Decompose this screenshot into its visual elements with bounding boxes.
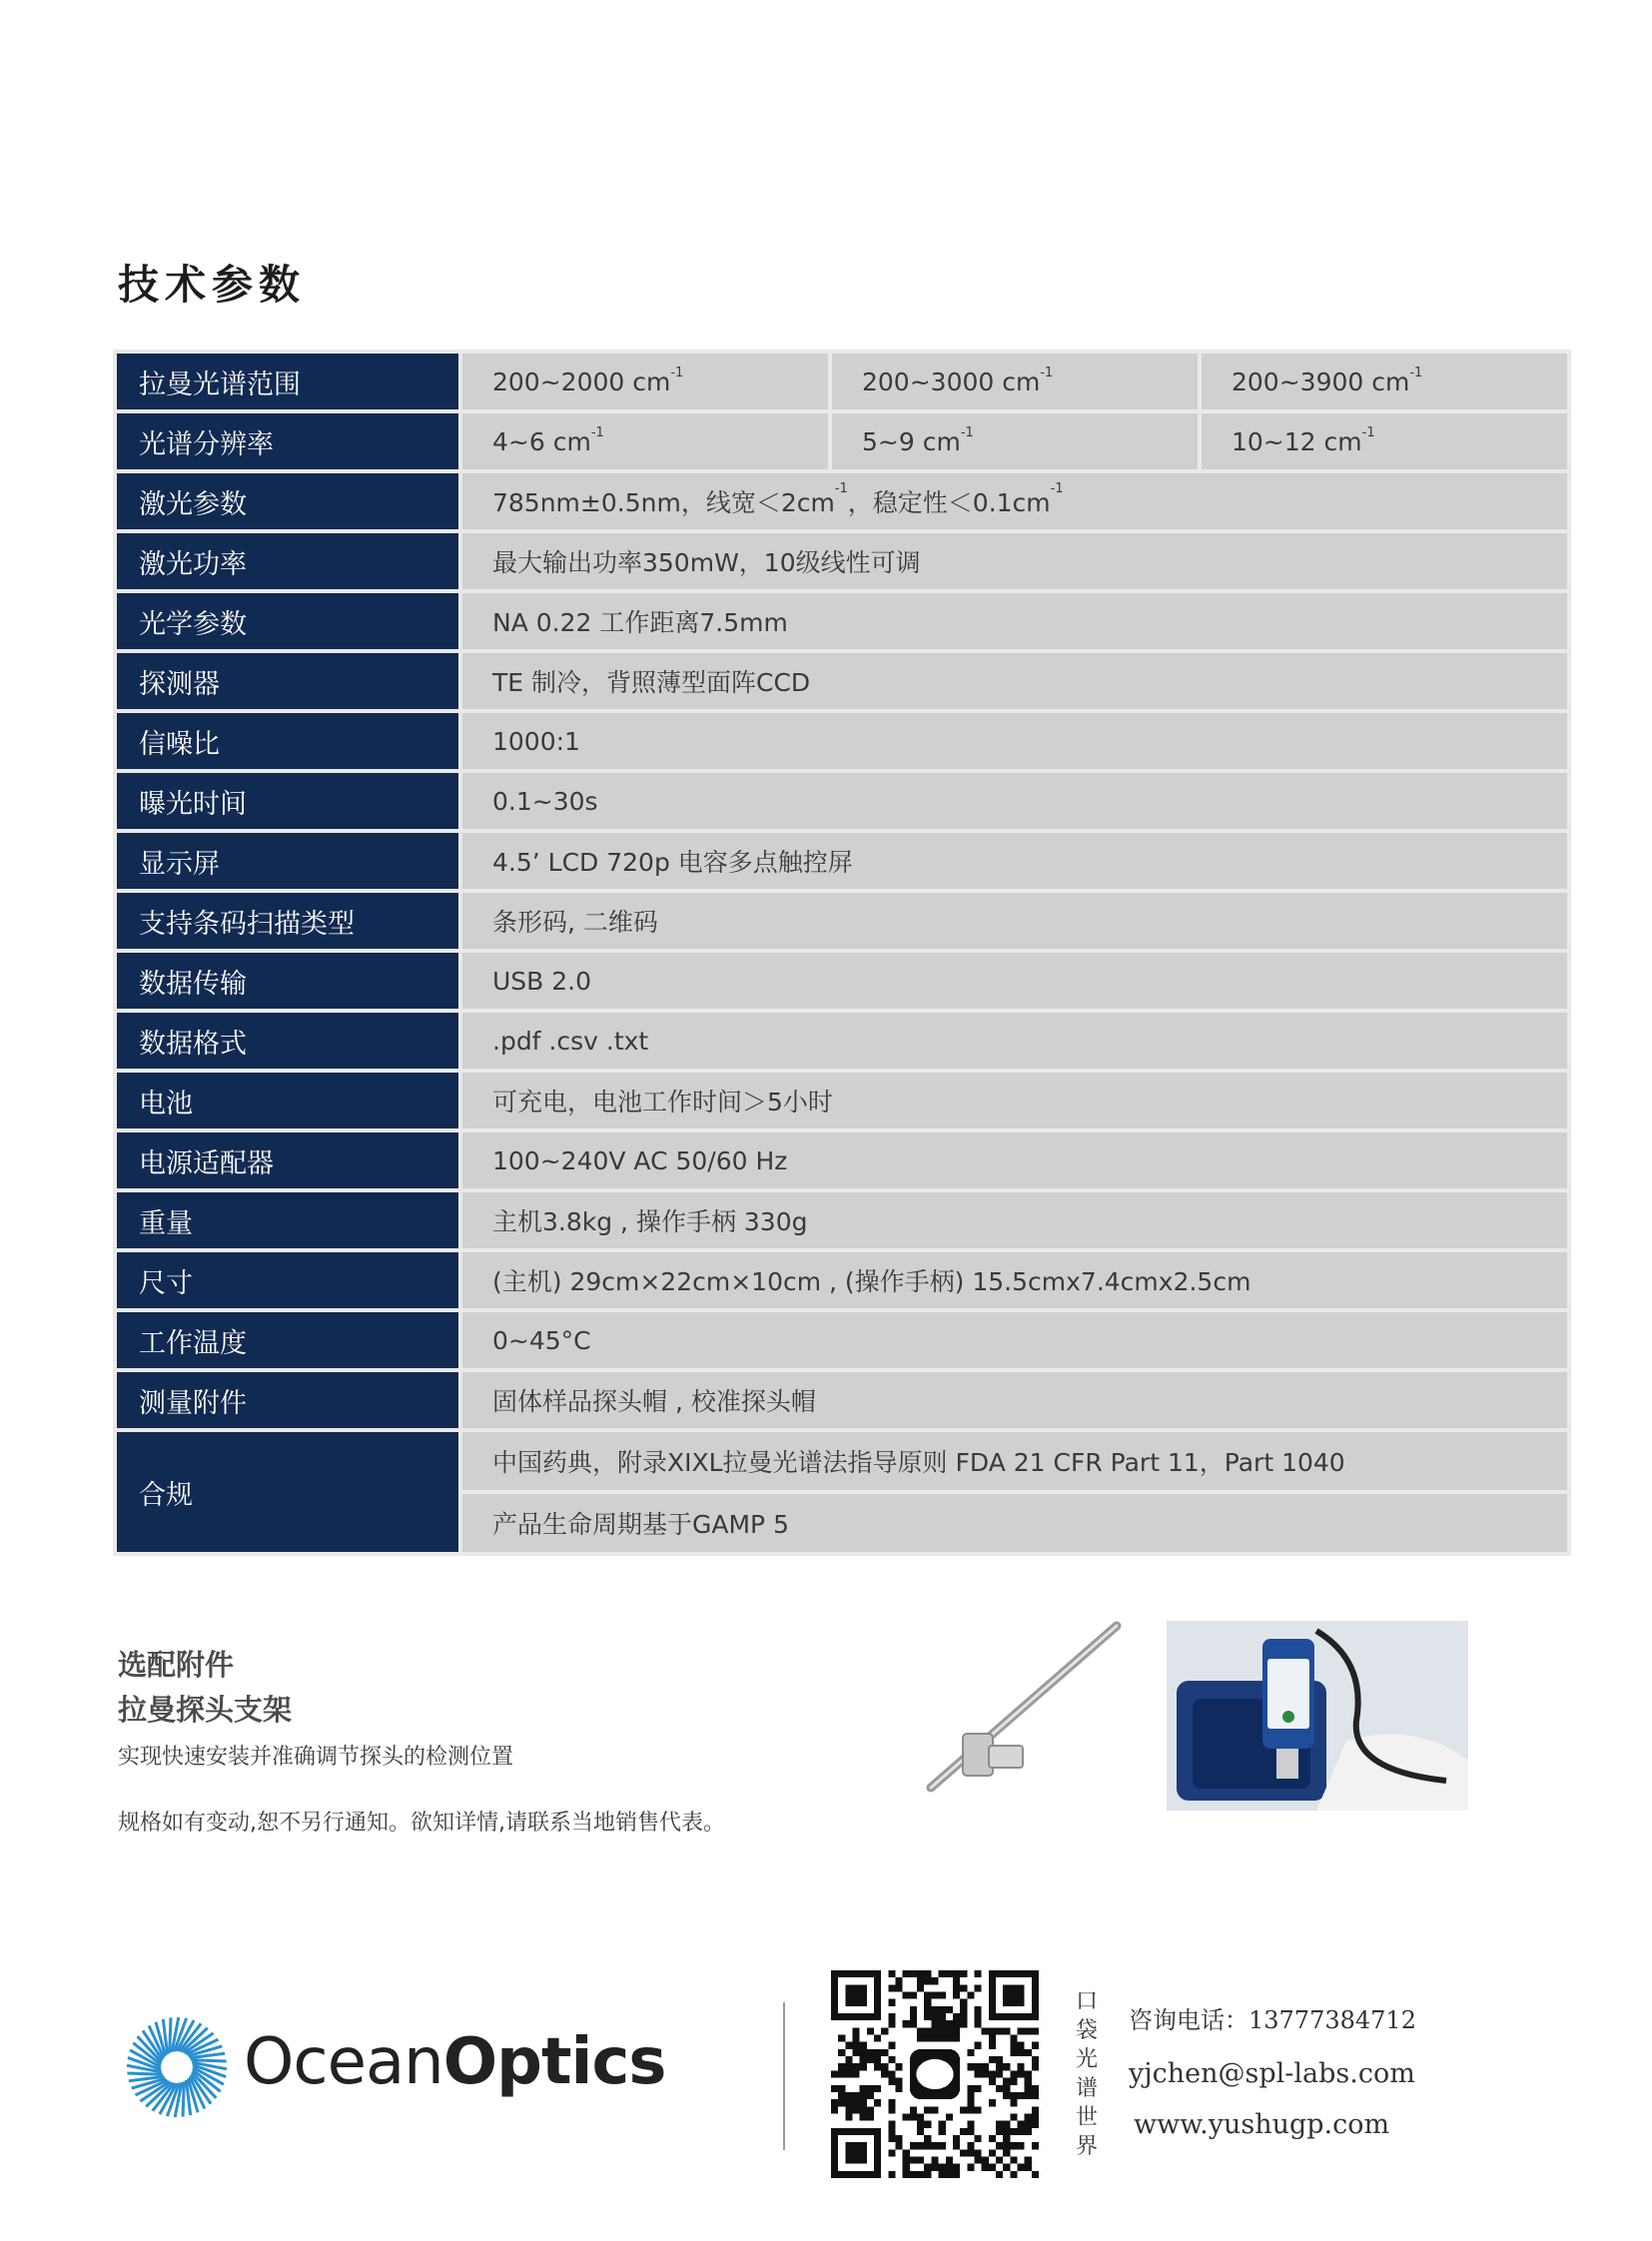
logo-ray bbox=[191, 2060, 226, 2061]
spec-label: 数据传输 bbox=[117, 953, 458, 1009]
table-row bbox=[117, 354, 1567, 409]
table-row bbox=[117, 1013, 1567, 1069]
device-photo bbox=[1167, 1621, 1468, 1811]
spec-value: 200~3000 $cm^{-1}$ bbox=[832, 354, 1198, 409]
spec-value: 10~12 $cm^{-1}$ bbox=[1202, 413, 1567, 469]
spec-value: 0.1~30s bbox=[462, 773, 1567, 829]
logo-ray bbox=[183, 2081, 184, 2116]
spec-label: 拉曼光谱范围 bbox=[117, 354, 458, 409]
spec-value: 条形码, 二维码 bbox=[462, 893, 1567, 949]
table-row bbox=[117, 593, 1567, 649]
spec-value: NA 0.22 工作距离7.5mm bbox=[462, 593, 1567, 649]
spec-label: 电源适配器 bbox=[117, 1132, 458, 1188]
accessory-description: 实现快速安装并准确调节探头的检测位置 bbox=[118, 1745, 514, 1770]
spec-label: 显示屏 bbox=[117, 833, 458, 889]
spec-value: 中国药典，附录XIXL拉曼光谱法指导原则 FDA 21 CFR Part 11，Part 1040 bbox=[462, 1432, 1567, 1490]
accessories-heading: 选配附件 bbox=[118, 1648, 235, 1682]
logo-ray bbox=[170, 2017, 171, 2052]
spec-label: 合规 bbox=[117, 1432, 458, 1552]
spec-label: 信噪比 bbox=[117, 713, 458, 769]
contact-phone: 咨询电话：13777384712 bbox=[1129, 2006, 1416, 2034]
spec-label: 尺寸 bbox=[117, 1252, 458, 1308]
logo-ray bbox=[127, 2073, 162, 2074]
spec-value: 4~6 $cm^{-1}$ bbox=[462, 413, 828, 469]
spec-value: 主机3.8kg , 操作手柄 330g bbox=[462, 1192, 1567, 1248]
spec-label: 工作温度 bbox=[117, 1312, 458, 1368]
disclaimer-note: 规格如有变动,恕不另行通知。欲知详情,请联系当地销售代表。 bbox=[118, 1811, 725, 1836]
spec-value: .pdf .csv .txt bbox=[462, 1013, 1567, 1069]
table-row bbox=[117, 653, 1567, 709]
probe-holder-image bbox=[921, 1618, 1131, 1798]
spec-value: 4.5’ LCD 720p 电容多点触控屏 bbox=[462, 833, 1567, 889]
spec-value: 最大输出功率350mW，10级线性可调 bbox=[462, 533, 1567, 589]
spec-value: 可充电，电池工作时间＞5小时 bbox=[462, 1073, 1567, 1128]
table-row bbox=[117, 833, 1567, 889]
spec-value: 0~45°C bbox=[462, 1312, 1567, 1368]
spec-label: 支持条码扫描类型 bbox=[117, 893, 458, 949]
table-row bbox=[117, 1312, 1567, 1368]
table-row bbox=[117, 1132, 1567, 1188]
spec-value: 固体样品探头帽 , 校准探头帽 bbox=[462, 1372, 1567, 1428]
spec-value: 200~3900 $cm^{-1}$ bbox=[1202, 354, 1567, 409]
page-title: 技术参数 bbox=[118, 261, 306, 309]
spec-label: 曝光时间 bbox=[117, 773, 458, 829]
spec-label: 激光参数 bbox=[117, 473, 458, 529]
contact-website[interactable]: www.yushugp.com bbox=[1134, 2109, 1390, 2140]
spec-table bbox=[113, 350, 1571, 1556]
table-row bbox=[117, 713, 1567, 769]
table-row bbox=[117, 1073, 1567, 1128]
brand-name: OceanOptics bbox=[244, 2025, 666, 2099]
table-row bbox=[117, 1192, 1567, 1248]
spec-value: USB 2.0 bbox=[462, 953, 1567, 1009]
spec-value: 200~2000 $cm^{-1}$ bbox=[462, 354, 828, 409]
spec-value: (主机) 29cm×22cm×10cm , (操作手柄) 15.5cmx7.4cmx2.5cm bbox=[462, 1252, 1567, 1308]
spec-label: 光学参数 bbox=[117, 593, 458, 649]
table-row bbox=[117, 893, 1567, 949]
qr-code-icon bbox=[822, 1970, 1048, 2178]
spec-label: 激光功率 bbox=[117, 533, 458, 589]
spec-value: 产品生命周期基于GAMP 5 bbox=[462, 1494, 1567, 1552]
spec-label: 光谱分辨率 bbox=[117, 413, 458, 469]
spec-value: 1000:1 bbox=[462, 713, 1567, 769]
table-row bbox=[117, 1372, 1567, 1428]
ocean-optics-logo-icon bbox=[122, 2012, 232, 2122]
table-row bbox=[117, 533, 1567, 589]
vertical-brand-text: 口袋光谱世界 bbox=[1075, 1989, 1098, 2159]
spec-label: 重量 bbox=[117, 1192, 458, 1248]
spec-label: 探测器 bbox=[117, 653, 458, 709]
accessory-name: 拉曼探头支架 bbox=[118, 1693, 293, 1727]
table-row bbox=[117, 473, 1567, 529]
table-row bbox=[117, 1252, 1567, 1308]
table-row bbox=[117, 773, 1567, 829]
table-row bbox=[117, 1432, 1567, 1490]
spec-label: 电池 bbox=[117, 1073, 458, 1128]
spec-value: TE 制冷，背照薄型面阵CCD bbox=[462, 653, 1567, 709]
table-row bbox=[117, 953, 1567, 1009]
spec-value: 5~9 $cm^{-1}$ bbox=[832, 413, 1198, 469]
spec-value: 100~240V AC 50/60 Hz bbox=[462, 1132, 1567, 1188]
contact-email[interactable]: yjchen@spl-labs.com bbox=[1129, 2058, 1415, 2089]
table-row bbox=[117, 413, 1567, 469]
spec-label: 数据格式 bbox=[117, 1013, 458, 1069]
spec-value: 785nm±0.5nm，线宽$<2cm^{-1}$，稳定性$<0.1cm^{-1}$ bbox=[462, 473, 1567, 529]
footer-divider bbox=[783, 2002, 785, 2150]
spec-label: 测量附件 bbox=[117, 1372, 458, 1428]
